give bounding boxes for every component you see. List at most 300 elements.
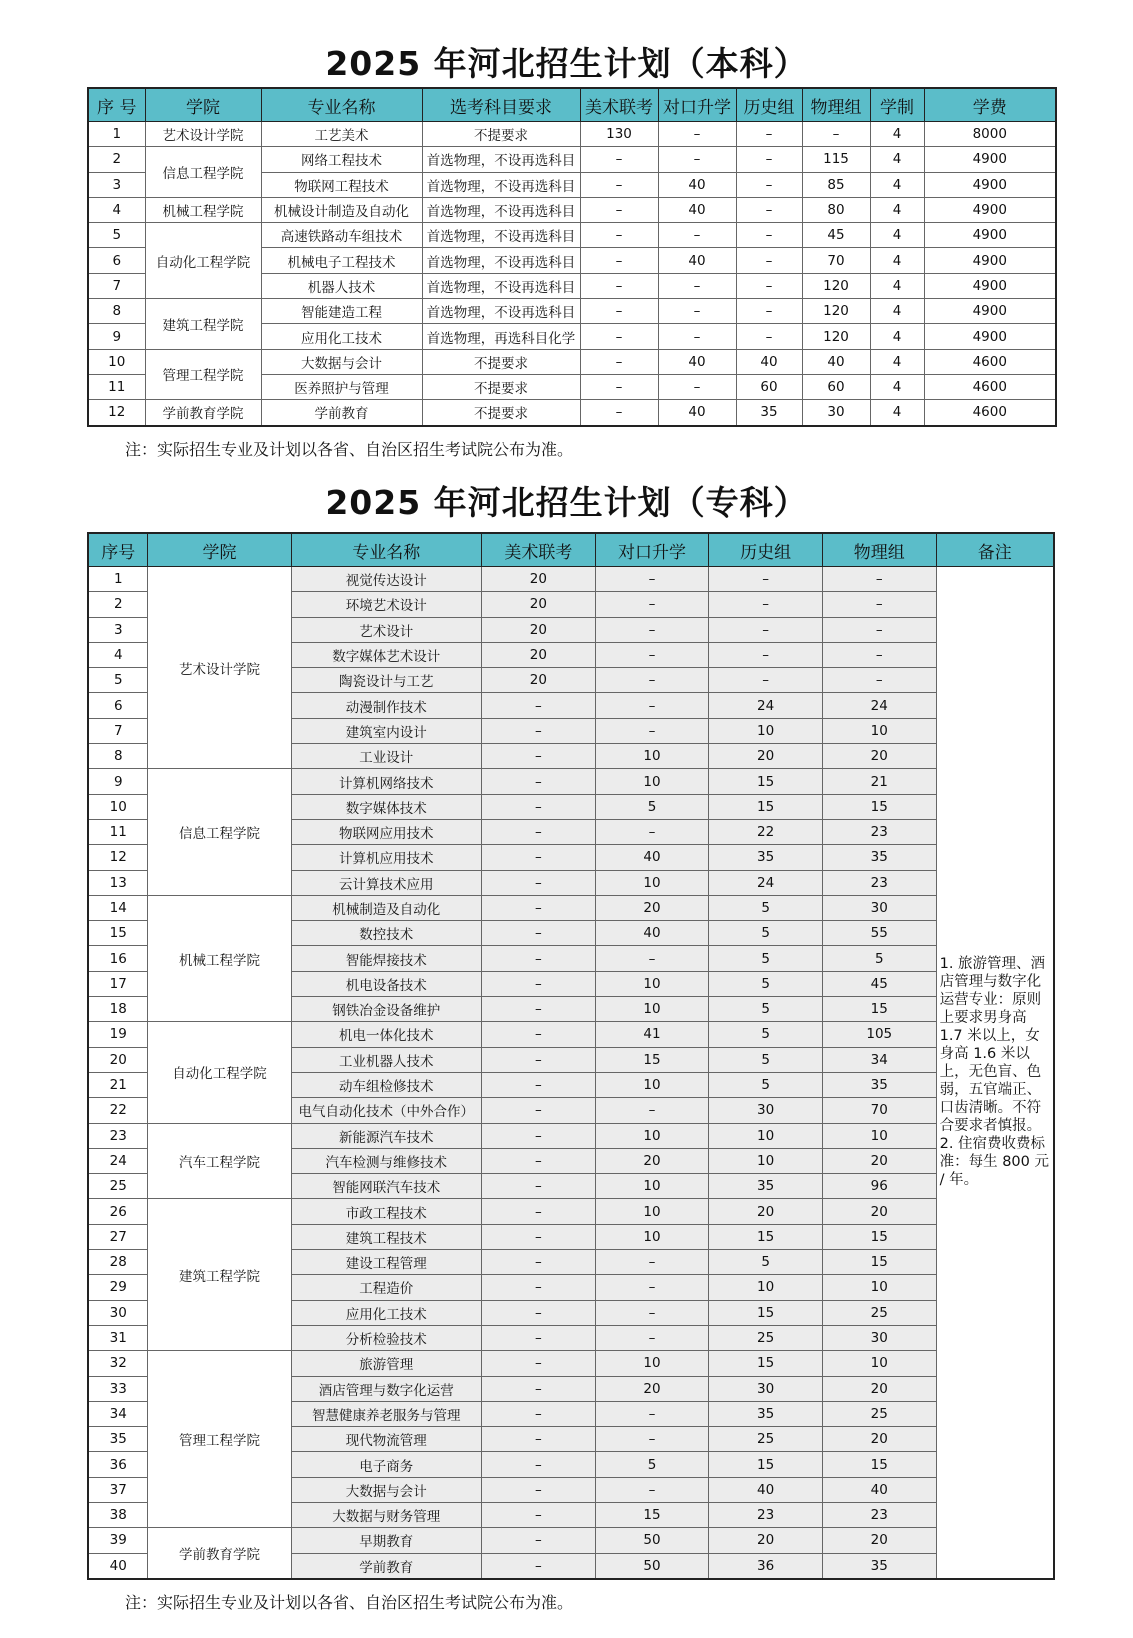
cell-major: 钢铁冶金设备维护 bbox=[291, 997, 481, 1022]
cell-art: – bbox=[482, 946, 596, 971]
table-row bbox=[88, 197, 1056, 222]
column-header: 对口升学 bbox=[658, 88, 736, 122]
cell-index: 31 bbox=[88, 1325, 148, 1350]
cell-art: – bbox=[482, 997, 596, 1022]
cell-history: 5 bbox=[709, 921, 823, 946]
cell-index: 30 bbox=[88, 1300, 148, 1325]
cell-art: – bbox=[482, 1427, 596, 1452]
cell-college: 信息工程学院 bbox=[145, 147, 261, 198]
cell-art: – bbox=[482, 1502, 596, 1527]
cell-physics: 80 bbox=[802, 197, 870, 222]
cell-physics: 10 bbox=[822, 1351, 936, 1376]
cell-index: 33 bbox=[88, 1376, 148, 1401]
cell-history: – bbox=[736, 122, 802, 147]
cell-physics: 25 bbox=[822, 1401, 936, 1426]
cell-physics: 30 bbox=[822, 895, 936, 920]
cell-physics: 23 bbox=[822, 819, 936, 844]
cell-vocational: 10 bbox=[595, 1199, 709, 1224]
cell-art: – bbox=[482, 1325, 596, 1350]
undergrad-plan-table bbox=[87, 87, 1057, 427]
cell-major: 机器人技术 bbox=[261, 273, 422, 298]
cell-vocational: – bbox=[658, 374, 736, 399]
cell-art: – bbox=[580, 374, 658, 399]
cell-art: – bbox=[580, 299, 658, 324]
cell-college: 学前教育学院 bbox=[148, 1528, 291, 1579]
cell-college: 自动化工程学院 bbox=[145, 223, 261, 299]
cell-vocational: 40 bbox=[658, 172, 736, 197]
cell-years: 4 bbox=[870, 400, 924, 426]
cell-physics: 10 bbox=[822, 1275, 936, 1300]
cell-major: 酒店管理与数字化运营 bbox=[291, 1376, 481, 1401]
cell-tuition: 4900 bbox=[924, 248, 1056, 273]
cell-index: 8 bbox=[88, 744, 148, 769]
cell-index: 32 bbox=[88, 1351, 148, 1376]
cell-college: 管理工程学院 bbox=[148, 1351, 291, 1528]
cell-major: 计算机网络技术 bbox=[291, 769, 481, 794]
cell-physics: – bbox=[822, 642, 936, 667]
cell-vocational: – bbox=[658, 299, 736, 324]
cell-physics: 20 bbox=[822, 1148, 936, 1173]
cell-history: – bbox=[709, 617, 823, 642]
cell-index: 10 bbox=[88, 794, 148, 819]
column-header: 学费 bbox=[924, 88, 1056, 122]
cell-tuition: 4600 bbox=[924, 400, 1056, 426]
cell-vocational: – bbox=[658, 273, 736, 298]
cell-vocational: 40 bbox=[658, 248, 736, 273]
cell-major: 高速铁路动车组技术 bbox=[261, 223, 422, 248]
cell-art: – bbox=[580, 273, 658, 298]
cell-art: – bbox=[580, 172, 658, 197]
cell-major: 数字媒体技术 bbox=[291, 794, 481, 819]
cell-physics: 35 bbox=[822, 1553, 936, 1579]
cell-art: – bbox=[482, 1452, 596, 1477]
college-title: 2025 年河北招生计划（专科） bbox=[325, 483, 808, 522]
cell-major: 建筑工程技术 bbox=[291, 1224, 481, 1249]
cell-major: 视觉传达设计 bbox=[291, 567, 481, 592]
cell-index: 40 bbox=[88, 1553, 148, 1579]
cell-tuition: 4900 bbox=[924, 147, 1056, 172]
cell-tuition: 4600 bbox=[924, 349, 1056, 374]
cell-art: 20 bbox=[482, 668, 596, 693]
column-header: 备注 bbox=[936, 533, 1054, 567]
cell-index: 17 bbox=[88, 971, 148, 996]
cell-tuition: 4900 bbox=[924, 223, 1056, 248]
cell-index: 27 bbox=[88, 1224, 148, 1249]
cell-history: – bbox=[709, 642, 823, 667]
cell-major: 艺术设计 bbox=[291, 617, 481, 642]
cell-history: – bbox=[709, 567, 823, 592]
cell-index: 6 bbox=[88, 248, 145, 273]
cell-subject-req: 首选物理，再选科目化学 bbox=[422, 324, 580, 349]
cell-major: 物联网应用技术 bbox=[291, 819, 481, 844]
cell-college: 汽车工程学院 bbox=[148, 1123, 291, 1199]
cell-art: – bbox=[482, 1047, 596, 1072]
table-row bbox=[88, 769, 1054, 794]
cell-art: – bbox=[482, 1528, 596, 1553]
cell-index: 21 bbox=[88, 1072, 148, 1097]
cell-vocational: 50 bbox=[595, 1528, 709, 1553]
cell-major: 大数据与会计 bbox=[291, 1477, 481, 1502]
cell-major: 计算机应用技术 bbox=[291, 845, 481, 870]
column-header: 美术联考 bbox=[482, 533, 596, 567]
cell-index: 35 bbox=[88, 1427, 148, 1452]
cell-major: 机械制造及自动化 bbox=[291, 895, 481, 920]
table-row bbox=[88, 1022, 1054, 1047]
column-header: 物理组 bbox=[802, 88, 870, 122]
cell-art: – bbox=[580, 223, 658, 248]
cell-index: 9 bbox=[88, 324, 145, 349]
cell-physics: 105 bbox=[822, 1022, 936, 1047]
cell-history: – bbox=[736, 223, 802, 248]
table-row bbox=[88, 1528, 1054, 1553]
cell-vocational: 10 bbox=[595, 971, 709, 996]
cell-major: 动车组检修技术 bbox=[291, 1072, 481, 1097]
cell-index: 1 bbox=[88, 567, 148, 592]
cell-history: 35 bbox=[736, 400, 802, 426]
column-header: 学院 bbox=[148, 533, 291, 567]
cell-college: 信息工程学院 bbox=[148, 769, 291, 895]
cell-art: 20 bbox=[482, 642, 596, 667]
cell-index: 2 bbox=[88, 592, 148, 617]
cell-art: – bbox=[580, 400, 658, 426]
cell-history: 10 bbox=[709, 1123, 823, 1148]
cell-subject-req: 不提要求 bbox=[422, 374, 580, 399]
cell-history: – bbox=[709, 592, 823, 617]
cell-subject-req: 首选物理，不设再选科目 bbox=[422, 172, 580, 197]
table-row bbox=[88, 400, 1056, 426]
cell-art: – bbox=[482, 1351, 596, 1376]
cell-vocational: – bbox=[595, 1300, 709, 1325]
cell-major: 分析检验技术 bbox=[291, 1325, 481, 1350]
cell-major: 新能源汽车技术 bbox=[291, 1123, 481, 1148]
cell-vocational: 10 bbox=[595, 769, 709, 794]
cell-art: – bbox=[482, 1224, 596, 1249]
cell-history: 35 bbox=[709, 1174, 823, 1199]
cell-vocational: 10 bbox=[595, 1224, 709, 1249]
cell-art: – bbox=[482, 971, 596, 996]
cell-major: 工业机器人技术 bbox=[291, 1047, 481, 1072]
cell-physics: 24 bbox=[822, 693, 936, 718]
cell-years: 4 bbox=[870, 197, 924, 222]
cell-index: 5 bbox=[88, 668, 148, 693]
cell-major: 智能焊接技术 bbox=[291, 946, 481, 971]
cell-art: – bbox=[482, 895, 596, 920]
cell-history: 5 bbox=[709, 1072, 823, 1097]
cell-years: 4 bbox=[870, 223, 924, 248]
cell-history: 23 bbox=[709, 1502, 823, 1527]
cell-art: – bbox=[482, 1376, 596, 1401]
column-header: 序 号 bbox=[88, 88, 145, 122]
cell-physics: 15 bbox=[822, 1224, 936, 1249]
cell-major: 智慧健康养老服务与管理 bbox=[291, 1401, 481, 1426]
cell-physics: 120 bbox=[802, 299, 870, 324]
cell-history: 15 bbox=[709, 794, 823, 819]
undergrad-title: 2025 年河北招生计划（本科） bbox=[325, 44, 808, 83]
cell-subject-req: 不提要求 bbox=[422, 349, 580, 374]
cell-art: – bbox=[482, 1250, 596, 1275]
cell-index: 16 bbox=[88, 946, 148, 971]
cell-art: – bbox=[482, 1300, 596, 1325]
cell-index: 15 bbox=[88, 921, 148, 946]
cell-index: 8 bbox=[88, 299, 145, 324]
cell-art: – bbox=[482, 1123, 596, 1148]
cell-physics: – bbox=[822, 668, 936, 693]
cell-art: – bbox=[482, 693, 596, 718]
cell-major: 机电一体化技术 bbox=[291, 1022, 481, 1047]
column-header: 选考科目要求 bbox=[422, 88, 580, 122]
cell-college: 机械工程学院 bbox=[145, 197, 261, 222]
cell-vocational: – bbox=[595, 592, 709, 617]
cell-index: 1 bbox=[88, 122, 145, 147]
cell-index: 29 bbox=[88, 1275, 148, 1300]
column-header: 历史组 bbox=[709, 533, 823, 567]
cell-physics: 20 bbox=[822, 1528, 936, 1553]
cell-index: 14 bbox=[88, 895, 148, 920]
cell-vocational: 40 bbox=[658, 197, 736, 222]
table-header-row bbox=[88, 88, 1056, 122]
cell-major: 机电设备技术 bbox=[291, 971, 481, 996]
cell-history: 22 bbox=[709, 819, 823, 844]
cell-history: 5 bbox=[709, 1250, 823, 1275]
cell-art: – bbox=[482, 794, 596, 819]
cell-history: – bbox=[736, 172, 802, 197]
cell-vocational: – bbox=[658, 223, 736, 248]
cell-history: 15 bbox=[709, 1224, 823, 1249]
cell-history: 60 bbox=[736, 374, 802, 399]
column-header: 学制 bbox=[870, 88, 924, 122]
cell-subject-req: 不提要求 bbox=[422, 400, 580, 426]
cell-physics: 60 bbox=[802, 374, 870, 399]
table-row bbox=[88, 349, 1056, 374]
cell-index: 10 bbox=[88, 349, 145, 374]
table-row bbox=[88, 1199, 1054, 1224]
cell-college: 自动化工程学院 bbox=[148, 1022, 291, 1123]
cell-vocational: – bbox=[595, 1275, 709, 1300]
cell-physics: 55 bbox=[822, 921, 936, 946]
cell-physics: 21 bbox=[822, 769, 936, 794]
cell-major: 学前教育 bbox=[261, 400, 422, 426]
cell-vocational: – bbox=[595, 718, 709, 743]
cell-major: 工业设计 bbox=[291, 744, 481, 769]
cell-vocational: 40 bbox=[658, 400, 736, 426]
cell-major: 应用化工技术 bbox=[261, 324, 422, 349]
cell-major: 数控技术 bbox=[291, 921, 481, 946]
cell-vocational: 20 bbox=[595, 895, 709, 920]
cell-vocational: 10 bbox=[595, 1174, 709, 1199]
cell-vocational: 10 bbox=[595, 1072, 709, 1097]
cell-history: 5 bbox=[709, 1022, 823, 1047]
cell-index: 24 bbox=[88, 1148, 148, 1173]
cell-physics: 45 bbox=[802, 223, 870, 248]
college-footnote: 注：实际招生专业及计划以各省、自治区招生考试院公布为准。 bbox=[125, 1593, 574, 1612]
cell-physics: 23 bbox=[822, 1502, 936, 1527]
cell-major: 医养照护与管理 bbox=[261, 374, 422, 399]
cell-art: – bbox=[482, 819, 596, 844]
cell-vocational: 15 bbox=[595, 1047, 709, 1072]
cell-index: 4 bbox=[88, 197, 145, 222]
cell-art: – bbox=[482, 1553, 596, 1579]
cell-vocational: – bbox=[595, 819, 709, 844]
cell-physics: 23 bbox=[822, 870, 936, 895]
cell-physics: 120 bbox=[802, 324, 870, 349]
cell-history: 5 bbox=[709, 971, 823, 996]
table-row bbox=[88, 895, 1054, 920]
table-row bbox=[88, 122, 1056, 147]
cell-physics: 70 bbox=[822, 1098, 936, 1123]
cell-art: – bbox=[580, 197, 658, 222]
cell-history: 5 bbox=[709, 997, 823, 1022]
cell-major: 环境艺术设计 bbox=[291, 592, 481, 617]
cell-art: 20 bbox=[482, 617, 596, 642]
cell-physics: 5 bbox=[822, 946, 936, 971]
cell-index: 38 bbox=[88, 1502, 148, 1527]
cell-tuition: 8000 bbox=[924, 122, 1056, 147]
column-header: 历史组 bbox=[736, 88, 802, 122]
cell-physics: – bbox=[822, 592, 936, 617]
cell-vocational: – bbox=[595, 668, 709, 693]
cell-college: 艺术设计学院 bbox=[148, 567, 291, 769]
cell-index: 12 bbox=[88, 400, 145, 426]
cell-physics: 96 bbox=[822, 1174, 936, 1199]
cell-vocational: 10 bbox=[595, 870, 709, 895]
cell-physics: 10 bbox=[822, 718, 936, 743]
cell-index: 36 bbox=[88, 1452, 148, 1477]
table-row bbox=[88, 1351, 1054, 1376]
cell-index: 20 bbox=[88, 1047, 148, 1072]
cell-history: – bbox=[736, 299, 802, 324]
cell-vocational: 40 bbox=[658, 349, 736, 374]
cell-vocational: – bbox=[658, 122, 736, 147]
cell-index: 34 bbox=[88, 1401, 148, 1426]
cell-index: 25 bbox=[88, 1174, 148, 1199]
cell-years: 4 bbox=[870, 122, 924, 147]
cell-major: 智能建造工程 bbox=[261, 299, 422, 324]
cell-vocational: – bbox=[595, 693, 709, 718]
cell-history: 15 bbox=[709, 769, 823, 794]
cell-college: 艺术设计学院 bbox=[145, 122, 261, 147]
cell-history: 40 bbox=[736, 349, 802, 374]
cell-history: – bbox=[736, 147, 802, 172]
cell-history: 10 bbox=[709, 1275, 823, 1300]
cell-subject-req: 首选物理，不设再选科目 bbox=[422, 248, 580, 273]
cell-major: 建设工程管理 bbox=[291, 1250, 481, 1275]
cell-major: 学前教育 bbox=[291, 1553, 481, 1579]
cell-physics: 45 bbox=[822, 971, 936, 996]
remarks-note: 1. 旅游管理、酒店管理与数字化运营专业：原则上要求男身高 1.7 米以上，女身高 1.6 米以上，无色盲、色弱，五官端正、口齿清晰。不符合要求者慎报。 2. 住宿费收费标准：每生 800 元 / 年。 bbox=[936, 567, 1054, 1579]
cell-physics: 40 bbox=[802, 349, 870, 374]
cell-physics: 20 bbox=[822, 744, 936, 769]
cell-major: 物联网工程技术 bbox=[261, 172, 422, 197]
cell-vocational: 15 bbox=[595, 1502, 709, 1527]
cell-vocational: – bbox=[595, 1325, 709, 1350]
cell-physics: – bbox=[822, 617, 936, 642]
cell-years: 4 bbox=[870, 349, 924, 374]
cell-physics: 35 bbox=[822, 1072, 936, 1097]
cell-physics: 30 bbox=[802, 400, 870, 426]
cell-index: 23 bbox=[88, 1123, 148, 1148]
cell-college: 管理工程学院 bbox=[145, 349, 261, 400]
cell-major: 网络工程技术 bbox=[261, 147, 422, 172]
cell-index: 5 bbox=[88, 223, 145, 248]
cell-major: 应用化工技术 bbox=[291, 1300, 481, 1325]
cell-physics: 15 bbox=[822, 997, 936, 1022]
cell-art: – bbox=[482, 845, 596, 870]
cell-art: – bbox=[482, 769, 596, 794]
cell-history: 30 bbox=[709, 1376, 823, 1401]
cell-art: – bbox=[482, 1022, 596, 1047]
cell-art: – bbox=[482, 1072, 596, 1097]
cell-major: 市政工程技术 bbox=[291, 1199, 481, 1224]
cell-index: 6 bbox=[88, 693, 148, 718]
cell-major: 动漫制作技术 bbox=[291, 693, 481, 718]
cell-vocational: 5 bbox=[595, 1452, 709, 1477]
cell-history: 36 bbox=[709, 1553, 823, 1579]
cell-art: – bbox=[580, 324, 658, 349]
column-header: 美术联考 bbox=[580, 88, 658, 122]
cell-art: – bbox=[482, 870, 596, 895]
cell-subject-req: 首选物理，不设再选科目 bbox=[422, 223, 580, 248]
cell-history: – bbox=[736, 273, 802, 298]
cell-history: 10 bbox=[709, 718, 823, 743]
cell-art: – bbox=[482, 718, 596, 743]
cell-physics: 20 bbox=[822, 1199, 936, 1224]
table-row bbox=[88, 567, 1054, 592]
table-header-row bbox=[88, 533, 1054, 567]
cell-vocational: 40 bbox=[595, 921, 709, 946]
cell-vocational: – bbox=[595, 567, 709, 592]
cell-art: 20 bbox=[482, 567, 596, 592]
cell-history: 20 bbox=[709, 744, 823, 769]
cell-index: 12 bbox=[88, 845, 148, 870]
table-row bbox=[88, 147, 1056, 172]
cell-art: – bbox=[580, 248, 658, 273]
cell-index: 9 bbox=[88, 769, 148, 794]
undergrad-footnote: 注：实际招生专业及计划以各省、自治区招生考试院公布为准。 bbox=[125, 440, 574, 459]
column-header: 物理组 bbox=[822, 533, 936, 567]
cell-tuition: 4600 bbox=[924, 374, 1056, 399]
column-header: 学院 bbox=[145, 88, 261, 122]
table-row bbox=[88, 223, 1056, 248]
cell-vocational: – bbox=[595, 1427, 709, 1452]
cell-vocational: 20 bbox=[595, 1376, 709, 1401]
cell-tuition: 4900 bbox=[924, 273, 1056, 298]
cell-history: 15 bbox=[709, 1351, 823, 1376]
cell-physics: 20 bbox=[822, 1376, 936, 1401]
cell-major: 现代物流管理 bbox=[291, 1427, 481, 1452]
cell-physics: 30 bbox=[822, 1325, 936, 1350]
cell-art: – bbox=[482, 1199, 596, 1224]
cell-physics: 115 bbox=[802, 147, 870, 172]
cell-physics: 20 bbox=[822, 1427, 936, 1452]
cell-index: 19 bbox=[88, 1022, 148, 1047]
cell-years: 4 bbox=[870, 273, 924, 298]
cell-history: 15 bbox=[709, 1300, 823, 1325]
cell-art: – bbox=[482, 1098, 596, 1123]
cell-index: 4 bbox=[88, 642, 148, 667]
cell-index: 26 bbox=[88, 1199, 148, 1224]
cell-physics: 70 bbox=[802, 248, 870, 273]
cell-physics: 85 bbox=[802, 172, 870, 197]
cell-index: 11 bbox=[88, 374, 145, 399]
column-header: 专业名称 bbox=[291, 533, 481, 567]
cell-history: 25 bbox=[709, 1427, 823, 1452]
cell-college: 机械工程学院 bbox=[148, 895, 291, 1021]
cell-index: 37 bbox=[88, 1477, 148, 1502]
college-plan-table bbox=[87, 532, 1055, 1580]
cell-subject-req: 首选物理，不设再选科目 bbox=[422, 197, 580, 222]
cell-art: – bbox=[482, 1401, 596, 1426]
cell-art: – bbox=[482, 1174, 596, 1199]
